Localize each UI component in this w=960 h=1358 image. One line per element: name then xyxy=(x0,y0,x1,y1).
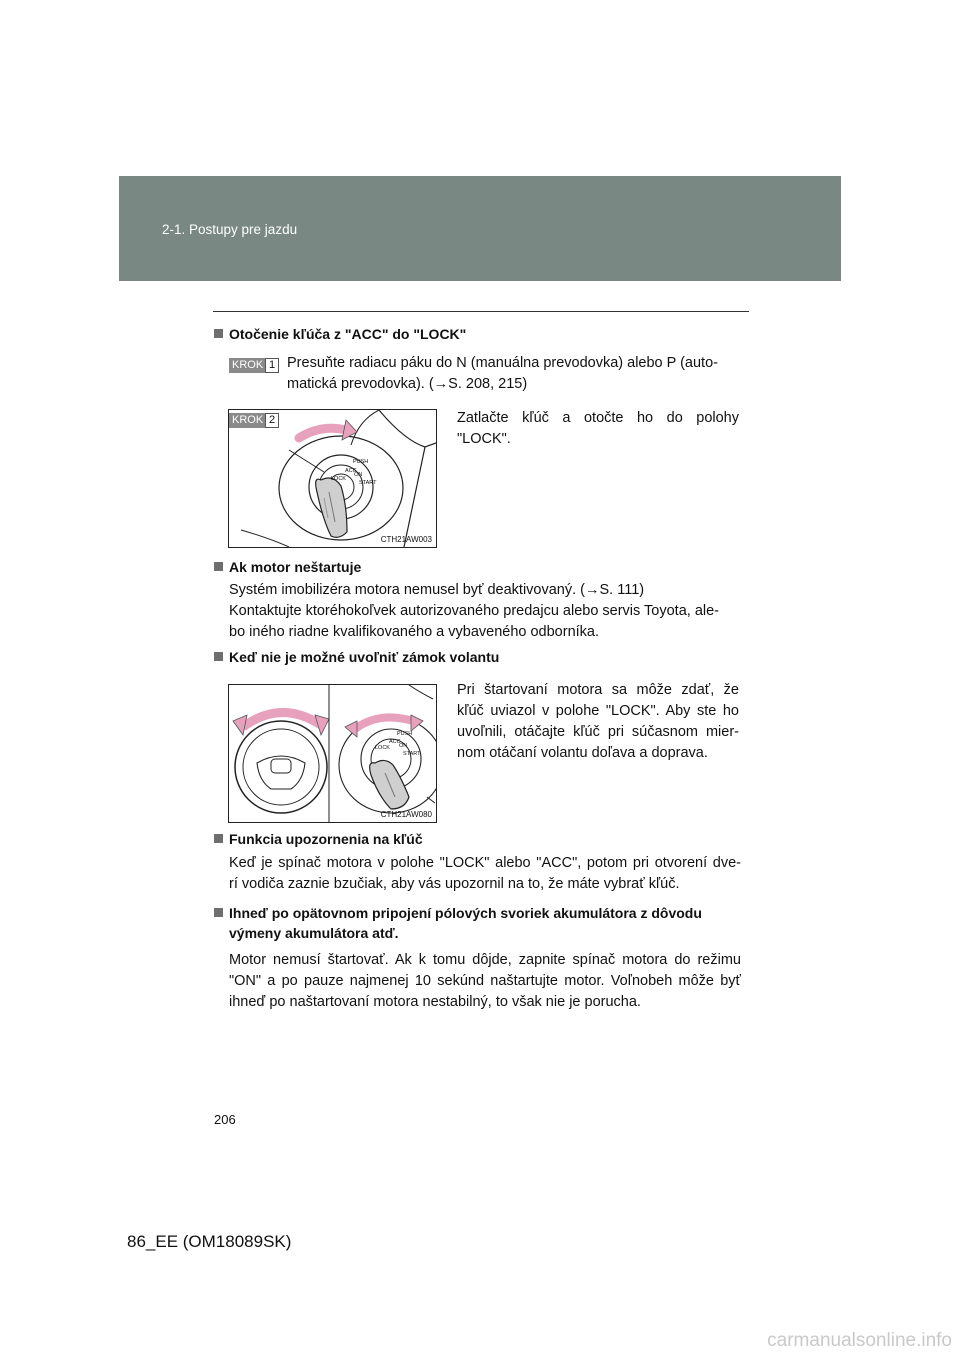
start-label: START xyxy=(359,480,377,486)
step-badge-2: KROK 2 xyxy=(229,413,279,428)
figure-ignition-lock xyxy=(228,409,437,548)
bullet-square-icon xyxy=(214,652,223,661)
battery-section-title: Ihneď po opätovnom pripojení pólových svoriek akumulátora z dôvodu výmeny akumulátora atď. xyxy=(214,903,744,943)
start-label: START xyxy=(403,751,421,757)
warning-section-title: Funkcia upozornenia na kľúč xyxy=(214,829,423,849)
figure-steering-lock xyxy=(228,684,437,823)
lock-section-title: Otočenie kľúča z "ACC" do "LOCK" xyxy=(214,324,466,344)
on-label: ON xyxy=(399,743,408,749)
figure-code: CTH21AW003 xyxy=(380,535,432,544)
nostart-section-title: Ak motor neštartuje xyxy=(214,557,361,577)
battery-text: Motor nemusí štartovať. Ak k tomu dôjde, zapnite spínač motora do režimu "ON" a po pauze najmenej 10 sekúnd naštartujte motor. Voľnobeh môže byť ihneď po naštartovaní motora nestabilný, to však nie je porucha. xyxy=(229,952,741,1010)
push-label: PUSH xyxy=(353,459,369,465)
section-header: 2-1. Postupy pre jazdu xyxy=(162,222,298,237)
lock-label: LOCK xyxy=(331,476,346,482)
step2-text: Zatlačte kľúč a otočte ho do polohy "LOCK". xyxy=(457,410,739,447)
step-badge-1: KROK 1 xyxy=(229,358,279,373)
bullet-square-icon xyxy=(214,329,223,338)
bullet-square-icon xyxy=(214,908,223,917)
figure-code: CTH21AW080 xyxy=(380,810,432,819)
on-label: ON xyxy=(354,472,363,478)
watermark: carmanualsonline.info xyxy=(767,1330,952,1351)
document-code: 86_EE (OM18089SK) xyxy=(127,1232,292,1251)
nostart-text: Systém imobilizéra motora nemusel byť deaktivovaný. (→S. 111) Kontaktujte ktoréhokoľvek autorizovaného predajcu alebo servis Toyota, ale- bo iného riadne kvalifikovaného a vybaveného odborníka. xyxy=(229,582,720,640)
push-label: PUSH xyxy=(397,731,413,737)
acc-label: ACC xyxy=(345,468,357,474)
ignition-key-illustration xyxy=(229,410,436,547)
steering-wheel-illustration xyxy=(229,685,436,822)
steering-text: Pri štartovaní motora sa môže zdať, že kľúč uviazol v polohe "LOCK". Aby ste ho uvoľnili, otáčajte kľúč pri súčasnom mier- nom otáčaní volantu doľava a doprava. xyxy=(457,682,739,761)
step1-text: Presuňte radiacu páku do N (manuálna prevodovka) alebo P (auto- matická prevodovka). (→S. 208, 215) xyxy=(287,355,718,392)
acc-label: ACC xyxy=(389,739,401,745)
steering-section-title: Keď nie je možné uvoľniť zámok volantu xyxy=(214,647,499,667)
top-rule xyxy=(213,311,749,312)
bullet-square-icon xyxy=(214,834,223,843)
bullet-square-icon xyxy=(214,562,223,571)
warning-text: Keď je spínač motora v polohe "LOCK" alebo "ACC", potom pri otvorení dve- rí vodiča zaznie bzučiak, aby vás upozornil na to, že máte vybrať kľúč. xyxy=(229,855,741,892)
page-number: 206 xyxy=(214,1112,236,1127)
lock-label: LOCK xyxy=(375,745,390,751)
